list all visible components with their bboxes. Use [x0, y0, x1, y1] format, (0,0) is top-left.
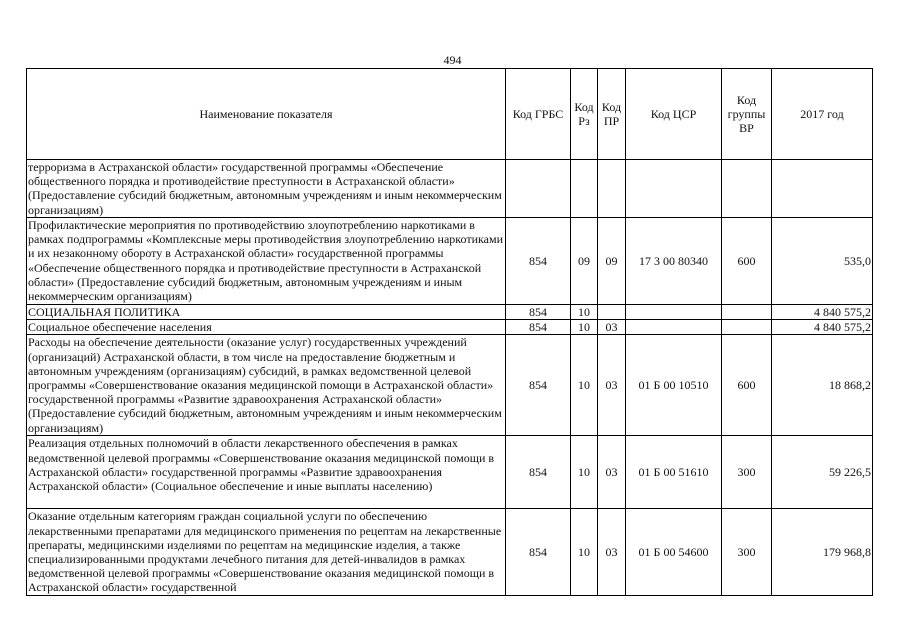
row-name: Оказание отдельным категориям граждан социальной услуги по обеспечению лекарственными препаратами для медицинского применения по рецептам на лекарственные препараты, медицинскими изделиями по рецептам на медицинские изделия, а также специализированными продуктами лечебного питания для детей-инвалидов в рамках ведомственной целевой программы «Совершенствование оказания медицинской помощи в Астраханской области» государственной — [27, 509, 506, 596]
row-vr — [722, 320, 772, 335]
row-pr — [598, 305, 626, 320]
row-pr — [598, 160, 626, 218]
table-row — [27, 436, 873, 509]
row-pr: 09 — [598, 218, 626, 305]
row-vr: 300 — [722, 509, 772, 596]
row-csr — [626, 305, 722, 320]
row-vr: 300 — [722, 436, 772, 509]
row-amount: 59 226,5 — [772, 436, 873, 509]
header-vr: Код группы ВР — [722, 69, 772, 160]
row-vr — [722, 160, 772, 218]
header-grbs: Код ГРБС — [506, 69, 571, 160]
row-name: Реализация отдельных полномочий в области лекарственного обеспечения в рамках ведомственной целевой программы «Совершенствование оказания медицинской помощи в Астраханской области» государственной программы «Развитие здравоохранения Астраханской области» (Социальное обеспечение и иные выплаты населению) — [27, 436, 506, 509]
row-amount: 535,0 — [772, 218, 873, 305]
row-csr: 01 Б 00 10510 — [626, 335, 722, 436]
row-vr: 600 — [722, 218, 772, 305]
row-csr: 17 3 00 80340 — [626, 218, 722, 305]
row-amount: 4 840 575,2 — [772, 320, 873, 335]
row-csr: 01 Б 00 54600 — [626, 509, 722, 596]
header-csr: Код ЦСР — [626, 69, 722, 160]
table-row — [27, 335, 873, 436]
header-year: 2017 год — [772, 69, 873, 160]
row-grbs — [506, 160, 571, 218]
row-amount — [772, 160, 873, 218]
header-name: Наименование показателя — [27, 69, 506, 160]
row-name: Профилактические мероприятия по противодействию злоупотреблению наркотиками в рамках подпрограммы «Комплексные меры противодействия злоупотреблению наркотиками и их незаконному обороту в Астраханской области» государственной программы «Обеспечение общественного порядка и противодействие преступности в Астраханской области» (Предоставление субсидий бюджетным, автономным учреждениям и иным некоммерческим организациям) — [27, 218, 506, 305]
row-rz: 10 — [571, 305, 598, 320]
row-name: Расходы на обеспечение деятельности (оказание услуг) государственных учреждений (организаций) Астраханской области, в том числе на предоставление бюджетным и автономным учреждениям (организациям) субсидий, в рамках ведомственной целевой программы «Совершенствование оказания медицинской помощи в Астраханской области» государственной программы «Развитие здравоохранения Астраханской области» (Предоставление субсидий бюджетным, автономным учреждениям и иным некоммерческим организациям) — [27, 335, 506, 436]
row-grbs: 854 — [506, 436, 571, 509]
row-amount: 179 968,8 — [772, 509, 873, 596]
row-amount: 18 868,2 — [772, 335, 873, 436]
row-rz: 10 — [571, 335, 598, 436]
row-name: терроризма в Астраханской области» государственной программы «Обеспечение общественного порядка и противодействие преступности в Астраханской области» (Предоставление субсидий бюджетным, автономным учреждениям и иным некоммерческим организациям) — [27, 160, 506, 218]
row-rz: 09 — [571, 218, 598, 305]
row-name: СОЦИАЛЬНАЯ ПОЛИТИКА — [27, 305, 506, 320]
row-rz — [571, 160, 598, 218]
budget-table — [26, 68, 873, 596]
row-csr — [626, 160, 722, 218]
row-grbs: 854 — [506, 320, 571, 335]
page-number: 494 — [443, 53, 462, 67]
table-row — [27, 305, 873, 320]
row-pr: 03 — [598, 335, 626, 436]
row-vr — [722, 305, 772, 320]
table-row — [27, 320, 873, 335]
table-row — [27, 218, 873, 305]
row-name: Социальное обеспечение населения — [27, 320, 506, 335]
row-grbs: 854 — [506, 509, 571, 596]
row-pr: 03 — [598, 509, 626, 596]
table-header-row — [27, 69, 873, 160]
row-csr — [626, 320, 722, 335]
table-row — [27, 509, 873, 596]
row-rz: 10 — [571, 436, 598, 509]
row-csr: 01 Б 00 51610 — [626, 436, 722, 509]
row-rz: 10 — [571, 509, 598, 596]
row-grbs: 854 — [506, 305, 571, 320]
header-rz: Код Рз — [571, 69, 598, 160]
row-vr: 600 — [722, 335, 772, 436]
row-pr: 03 — [598, 320, 626, 335]
header-pr: Код ПР — [598, 69, 626, 160]
row-grbs: 854 — [506, 335, 571, 436]
row-pr: 03 — [598, 436, 626, 509]
table-row — [27, 160, 873, 218]
row-amount: 4 840 575,2 — [772, 305, 873, 320]
row-grbs: 854 — [506, 218, 571, 305]
row-rz: 10 — [571, 320, 598, 335]
